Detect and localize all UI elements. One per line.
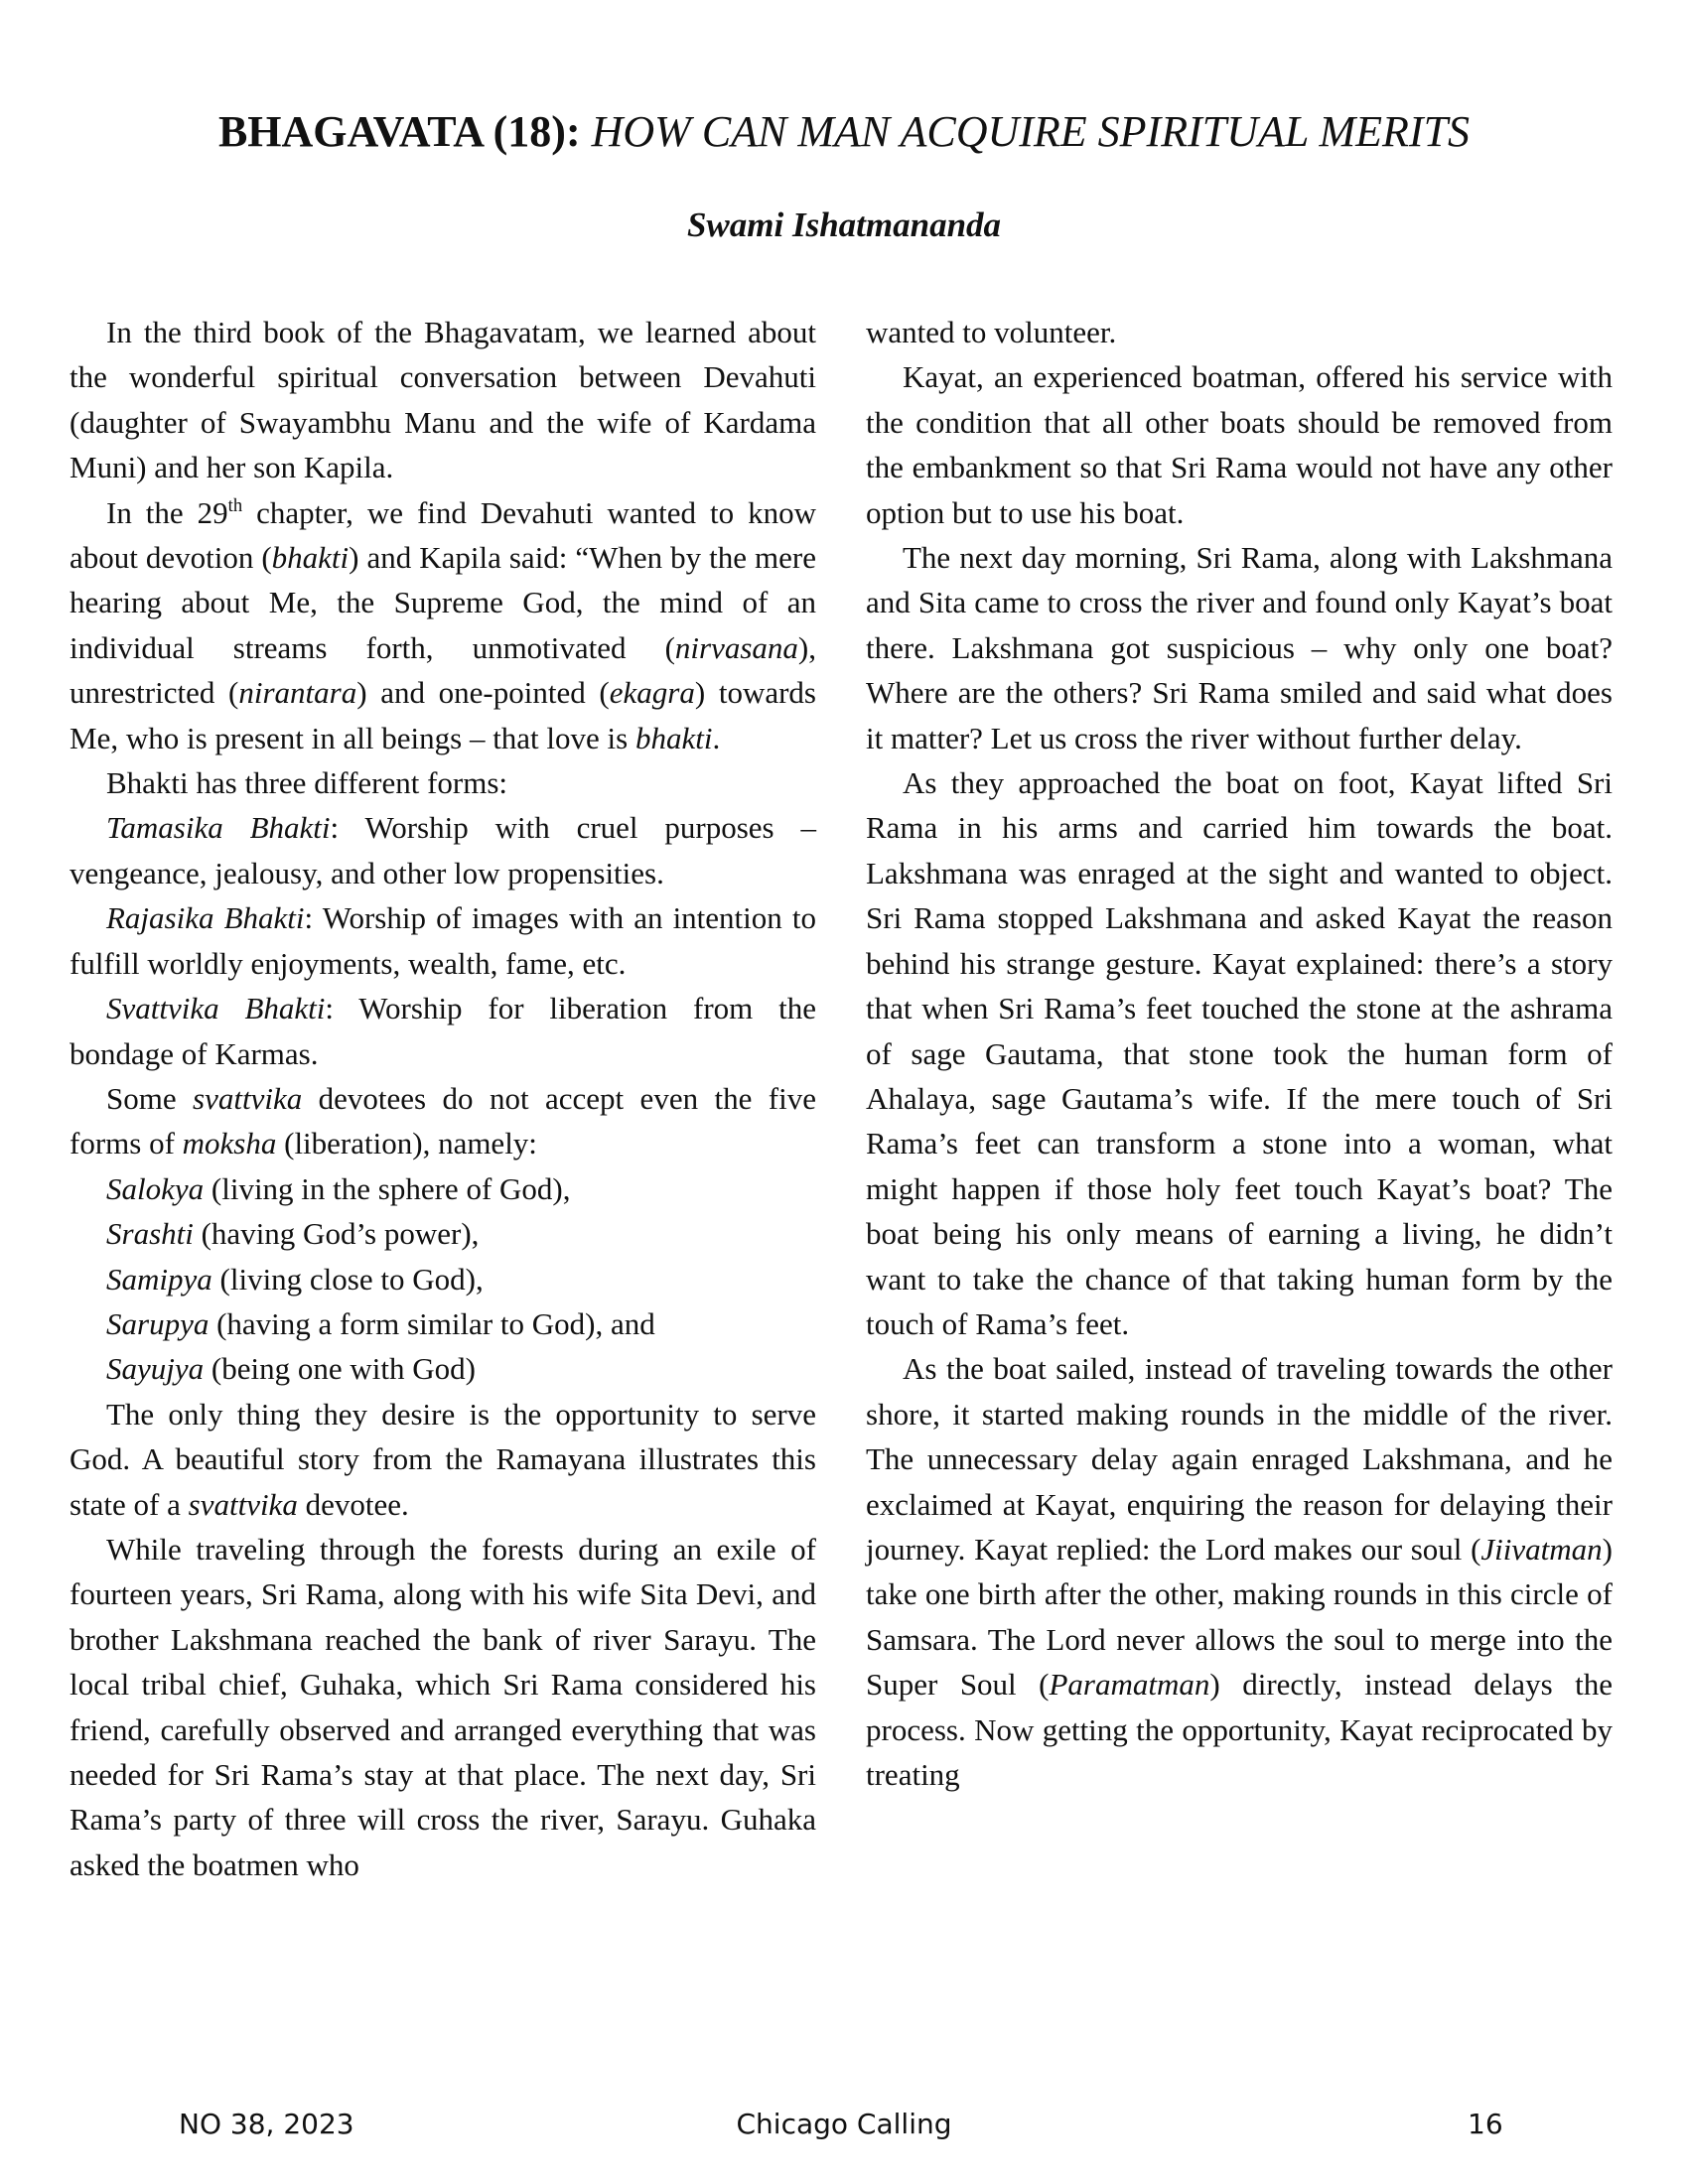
paragraph: In the third book of the Bhagavatam, we learned about the wonderful spiritual conversation between Devahuti (daughter of Swayambhu Manu and the wife of Kardama Muni) and her son Kapila. xyxy=(70,315,816,485)
paragraph-continued: wanted to volunteer. xyxy=(866,315,1117,349)
footer-publication: Chicago Calling xyxy=(736,2108,952,2140)
paragraph: Bhakti has three different forms: xyxy=(106,765,508,801)
title-colon: : xyxy=(565,107,581,156)
paragraph: As they approached the boat on foot, Kayat lifted Sri Rama in his arms and carried him towards the boat. Lakshmana was enraged at the sight and wanted to object. Sri Rama stopped Lakshmana and asked Kayat the reason behind his strange gesture. Kayat explained: there’s a story that when Sri Rama’s feet touched the stone at the ashrama of sage Gautama, that stone took the human form of Ahalaya, sage Gautama’s wife. If the mere touch of Sri Rama’s feet can transform a stone into a woman, what might happen if those holy feet touch Kayat’s boat? The boat being his only means of earning a living, he didn’t want to take the chance of that taking human form by the touch of Rama’s feet. xyxy=(866,765,1613,1341)
paragraph: Tamasika Bhakti: Worship with cruel purposes – vengeance, jealousy, and other low propensities. xyxy=(70,810,816,890)
article-title xyxy=(0,104,1688,160)
paragraph: The only thing they desire is the opportunity to serve God. A beautiful story from the Ramayana illustrates this state of a svattvika devotee. xyxy=(70,1396,816,1522)
list-item: Sayujya (being one with God) xyxy=(106,1351,476,1387)
list-item: Srashti (having God’s power), xyxy=(106,1216,480,1252)
title-subtitle: HOW CAN MAN ACQUIRE SPIRITUAL MERITS xyxy=(591,107,1471,156)
paragraph: In the 29th chapter, we find Devahuti wanted to know about devotion (bhakti) and Kapila said: “When by the mere hearing about Me, the Supreme God, the mind of an individual streams forth, unmotivated (nirvasana), unrestricted (nirantara) and one-pointed (ekagra) towards Me, who is present in all beings – that love is bhakti. xyxy=(70,494,816,755)
right-column xyxy=(866,310,1613,1797)
left-column xyxy=(70,310,816,1887)
list-item: Sarupya (having a form similar to God), and xyxy=(106,1305,655,1341)
author-name: Swami Ishatmananda xyxy=(686,205,1002,244)
list-item: Samipya (living close to God), xyxy=(106,1261,484,1297)
list-item: Salokya (living in the sphere of God), xyxy=(106,1170,571,1206)
footer-issue: NO 38, 2023 xyxy=(179,2108,354,2140)
paragraph: Svattvika Bhakti: Worship for liberation from the bondage of Karmas. xyxy=(70,991,816,1071)
footer-page-number: 16 xyxy=(1468,2108,1503,2140)
paragraph: Kayat, an experienced boatman, offered his service with the condition that all other boats should be removed from the embankment so that Sri Rama would not have any other option but to use his boat. xyxy=(866,359,1613,530)
paragraph: Rajasika Bhakti: Worship of images with an intention to fulfill worldly enjoyments, wealth, fame, etc. xyxy=(70,900,817,981)
paragraph: Some svattvika devotees do not accept even the five forms of moksha (liberation), namely: xyxy=(70,1080,816,1161)
paragraph: The next day morning, Sri Rama, along with Lakshmana and Sita came to cross the river and found only Kayat’s boat there. Lakshmana got suspicious – why only one boat? Where are the others? Sri Rama smiled and said what does it matter? Let us cross the river without further delay. xyxy=(866,540,1613,755)
title-series: BHAGAVATA (18) xyxy=(217,107,566,156)
paragraph: As the boat sailed, instead of traveling towards the other shore, it started making rounds in the middle of the river. The unnecessary delay again enraged Lakshmana, and he exclaimed at Kayat, enquiring the reason for delaying their journey. Kayat replied: the Lord makes our soul (Jiivatman) take one birth after the other, making rounds in this circle of Samsara. The Lord never allows the soul to merge into the Super Soul (Paramatman) directly, instead delays the process. Now getting the opportunity, Kayat reciprocated by treating xyxy=(866,1351,1613,1792)
paragraph: While traveling through the forests during an exile of fourteen years, Sri Rama, along with his wife Sita Devi, and brother Lakshmana reached the bank of river Sarayu. The local tribal chief, Guhaka, which Sri Rama considered his friend, carefully observed and arranged everything that was needed for Sri Rama’s stay at that place. The next day, Sri Rama’s party of three will cross the river, Sarayu. Guhaka asked the boatmen who xyxy=(70,1531,816,1882)
